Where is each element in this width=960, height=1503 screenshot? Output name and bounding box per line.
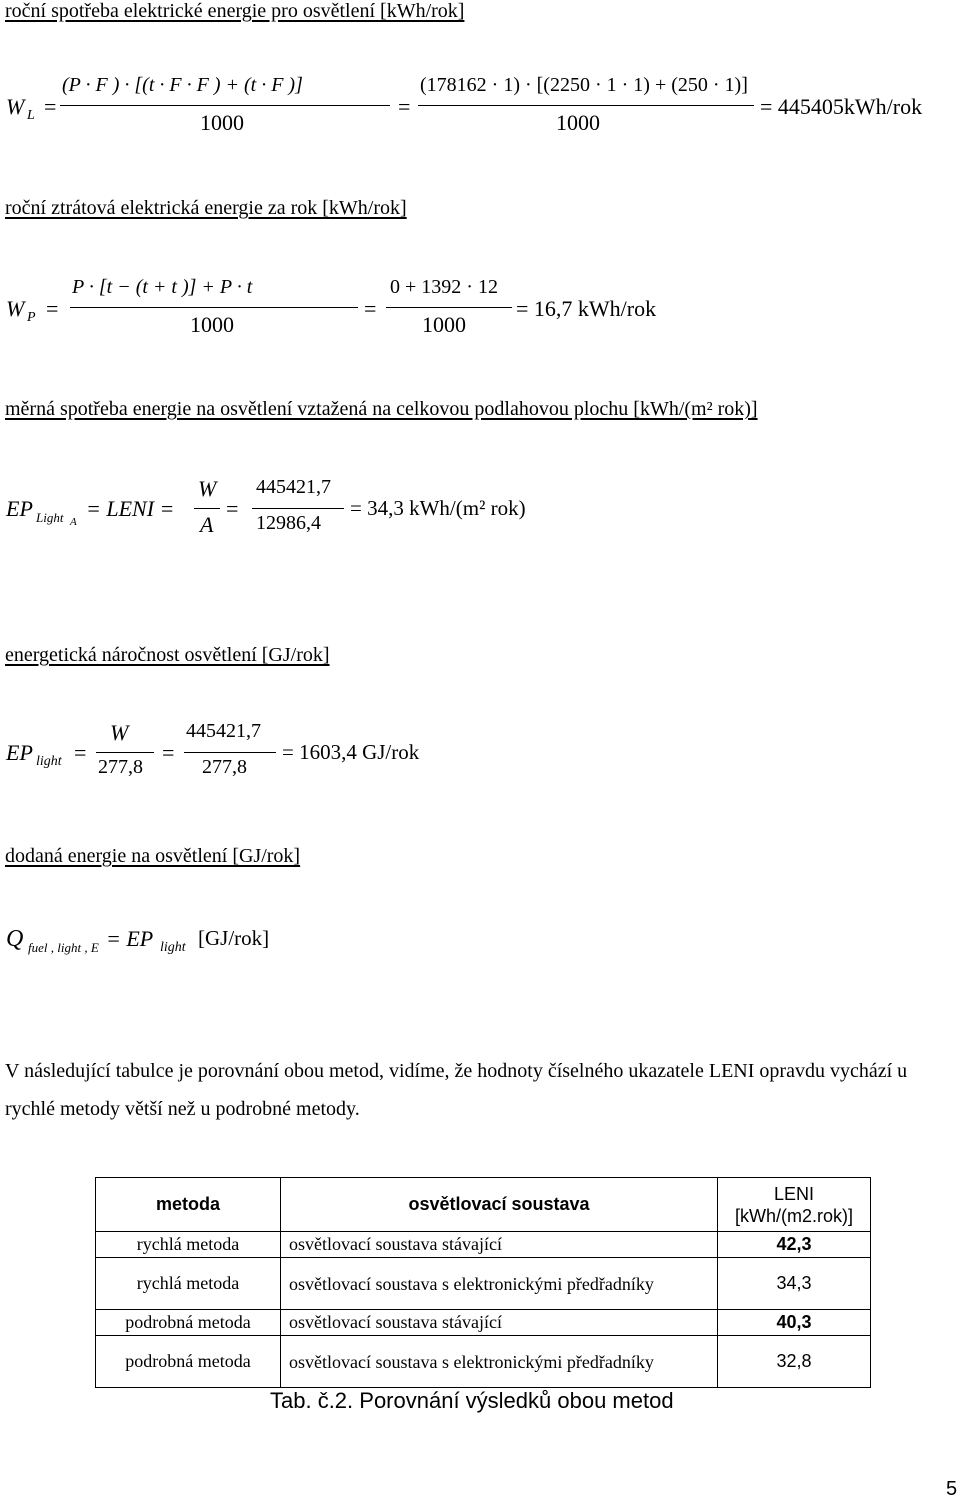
eq5-unit: [GJ/rok] (198, 926, 270, 950)
eq3-formula-denominator: A (200, 512, 214, 537)
heading-specific-consumption: měrná spotřeba energie na osvětlení vztažená na celkovou podlahovou plochu [kWh/(m² rok)] (5, 398, 758, 420)
eq2-values-denominator: 1000 (422, 312, 466, 337)
table-cell-system: osvětlovací soustava stávající (281, 1310, 718, 1336)
eq2-formula-fraction-line (70, 307, 358, 308)
eq4-formula-fraction-line (96, 752, 154, 753)
table-row (96, 1232, 871, 1258)
table-cell-method: rychlá metoda (96, 1258, 281, 1310)
heading-delivered-energy: dodaná energie na osvětlení [GJ/rok] (5, 845, 301, 867)
equation-annual-consumption (0, 70, 960, 150)
eq1-formula-fraction-line (60, 105, 390, 106)
table-cell-method: rychlá metoda (96, 1232, 281, 1258)
table-cell-leni: 42,3 (718, 1232, 871, 1258)
eq4-values-numerator: 445421,7 (186, 720, 261, 742)
eq3-equals: = (226, 496, 239, 521)
table-header-row (96, 1178, 871, 1232)
eq2-lhs-sub: P (27, 310, 36, 325)
equation-loss-energy (0, 272, 960, 352)
eq5-lhs-sub: fuel , light , E (28, 940, 99, 955)
eq1-result: = 445405kWh/rok (760, 94, 923, 119)
table-caption: Tab. č.2. Porovnání výsledků obou metod (270, 1388, 674, 1413)
eq4-formula-numerator: W (110, 720, 129, 745)
eq4-result: = 1603,4 GJ/rok (282, 740, 420, 764)
eq3-lhs-sub: Light (36, 510, 64, 525)
eq3-formula-fraction-line (194, 508, 220, 509)
eq2-values-numerator: 0 + 1392 · 12 (390, 276, 498, 298)
eq3-lhs-subsub: A (70, 516, 77, 528)
eq3-result: = 34,3 kWh/(m² rok) (350, 496, 526, 520)
table-cell-method: podrobná metoda (96, 1336, 281, 1388)
table-row (96, 1258, 871, 1310)
eq1-formula-numerator: (P · F ) · [(t · F · F ) + (t · F )] (62, 74, 303, 96)
table-header-leni: LENI [kWh/(m2.rok)] (718, 1178, 871, 1232)
eq5-rhs: = EP (106, 926, 154, 951)
eq1-equals-2: = (398, 94, 411, 119)
eq4-equals-2: = (162, 740, 175, 765)
eq2-values-fraction-line (386, 307, 512, 308)
eq5-rhs-sub: light (160, 940, 186, 955)
eq4-lhs-sub: light (36, 754, 62, 769)
table-cell-leni: 32,8 (718, 1336, 871, 1388)
table-cell-method: podrobná metoda (96, 1310, 281, 1336)
eq1-values-fraction-line (418, 105, 754, 106)
eq1-lhs: W (6, 94, 25, 119)
eq1-equals: = (44, 94, 57, 119)
eq2-result: = 16,7 kWh/rok (516, 296, 657, 321)
eq2-equals-2: = (364, 296, 377, 321)
eq2-lhs: W (6, 296, 25, 321)
eq1-lhs-sub: L (27, 108, 35, 123)
table-header-method: metoda (96, 1178, 281, 1232)
eq1-values-denominator: 1000 (556, 110, 600, 135)
table-cell-leni: 40,3 (718, 1310, 871, 1336)
eq3-values-denominator: 12986,4 (256, 512, 321, 534)
table-cell-system: osvětlovací soustava s elektronickými předřadníky (281, 1336, 718, 1388)
heading-energy-demand: energetická náročnost osvětlení [GJ/rok] (5, 644, 330, 666)
heading-loss-energy: roční ztrátová elektrická energie za rok [kWh/rok] (5, 197, 407, 219)
eq3-values-fraction-line (252, 508, 344, 509)
table-cell-system: osvětlovací soustava stávající (281, 1232, 718, 1258)
table-row (96, 1336, 871, 1388)
eq4-values-fraction-line (184, 752, 276, 753)
table-header-system: osvětlovací soustava (281, 1178, 718, 1232)
eq2-formula-numerator: P · [t − (t + t )] + P · t (72, 276, 253, 298)
table-cell-system: osvětlovací soustava s elektronickými předřadníky (281, 1258, 718, 1310)
eq1-values-numerator: (178162 · 1) · [(2250 · 1 · 1) + (250 · 1)] (420, 74, 748, 96)
page-number: 5 (946, 1478, 958, 1500)
eq3-formula-numerator: W (198, 476, 217, 501)
eq3-values-numerator: 445421,7 (256, 476, 331, 498)
eq5-lhs: Q (6, 926, 24, 952)
heading-annual-consumption: roční spotřeba elektrické energie pro osvětlení [kWh/rok] (5, 0, 465, 22)
eq1-formula-denominator: 1000 (200, 110, 244, 135)
comparison-paragraph: V následující tabulce je porovnání obou metod, vidíme, že hodnoty číselného ukazatele LENI opravdu vychází u rychlé metody větší než u podrobné metody. (5, 1060, 908, 1120)
eq4-equals: = (74, 740, 87, 765)
equation-energy-demand (0, 720, 960, 800)
eq2-equals: = (46, 296, 59, 321)
equation-delivered-energy (0, 922, 960, 972)
eq4-formula-denominator: 277,8 (98, 756, 143, 778)
table-cell-leni: 34,3 (718, 1258, 871, 1310)
equation-leni (0, 476, 960, 556)
eq4-values-denominator: 277,8 (202, 756, 247, 778)
eq3-mid: = LENI = (86, 496, 175, 521)
eq4-lhs: EP (6, 740, 33, 765)
comparison-table (95, 1177, 871, 1388)
table-row (96, 1310, 871, 1336)
eq2-formula-denominator: 1000 (190, 312, 234, 337)
eq3-lhs: EP (6, 496, 33, 521)
